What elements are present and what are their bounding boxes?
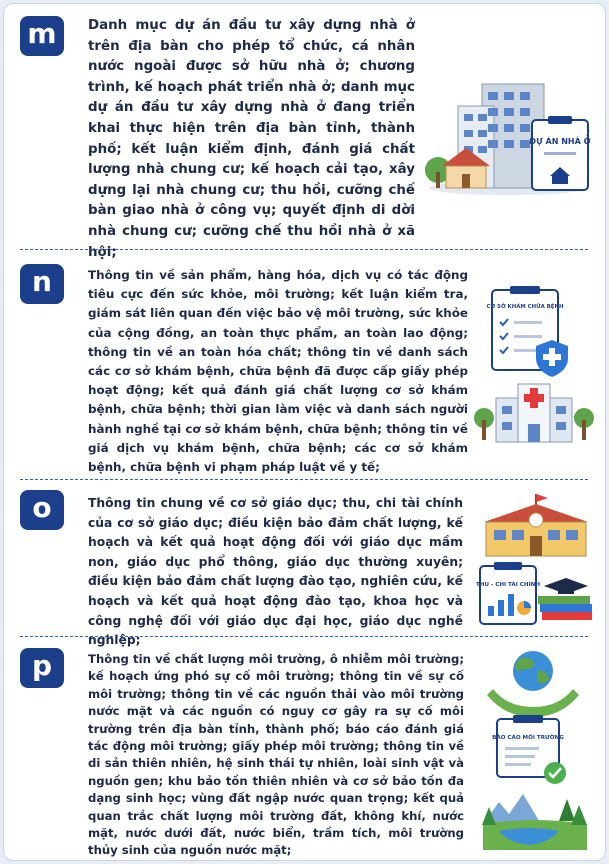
illustration-label: BÁO CÁO MÔI TRƯỜNG xyxy=(492,735,564,741)
illustration-label: THU - CHI TÀI CHÍNH xyxy=(475,582,541,588)
section-text: Thông tin về chất lượng môi trường, ô nhiễm môi trường; kế hoạch ứng phó sự cố môi trường; thông tin về sự cố môi trường; thông tin về các nguồn thải vào môi trường nước mặt và các nguồn có nguy cơ gây ra sự cố môi trường trên địa bàn tỉnh, thành phố; báo cáo đánh giá tác động môi trường; giấy phép môi trường; thông tin về di sản thiên nhiên, hệ sinh thái tự nhiên, loài sinh vật và nguồn gen; khu bảo tồn thiên nhiên và cơ sở bảo tồn đa dạng sinh học; vùng đất ngập nước quan trọng; kết quả quan trắc chất lượng môi trường đất, không khí, nước mặt, nước dưới đất, nước biển, trầm tích, môi trường thủy sinh của nguồn nước mặt; xyxy=(88,652,464,858)
apartment-buildings-icon xyxy=(424,66,594,196)
section-letter-badge: p xyxy=(20,648,64,688)
section-letter-badge: m xyxy=(20,16,64,56)
section-text: Thông tin về sản phẩm, hàng hóa, dịch vụ có tác động tiêu cực đến sức khỏe, môi trường; kết luận kiểm tra, giám sát liên quan đến việc bảo vệ môi trường, sức khỏe của cộng đồng, an toàn thực phẩm, an toàn lao động; thông tin về an toàn hóa chất; thông tin về danh sách các cơ sở khám bệnh, chữa bệnh đã được cấp giấy phép hoạt động; kết quả đánh giá chất lượng cơ sở khám bệnh, chữa bệnh; thời gian làm việc và danh sách người hành nghề tại cơ sở khám bệnh, chữa bệnh; thông tin về giá dịch vụ khám bệnh, chữa bệnh; các cơ sở khám bệnh, chữa bệnh vi phạm pháp luật về y tế; xyxy=(88,268,468,475)
section-text: Danh mục dự án đầu tư xây dựng nhà ở trên địa bàn cho phép tổ chức, cá nhân nước ngoài được sở hữu nhà ở; chương trình, kế hoạch phát triển nhà ở; danh mục dự án đầu tư xây dựng nhà ở đang triển khai thực hiện trên địa bàn tỉnh, thành phố; kết luận kiểm định, đánh giá chất lượng nhà chung cư; kế hoạch cải tạo, xây dựng lại nhà chung cư; thu hồi, cưỡng chế bàn giao nhà ở công vụ; quyết định di dời nhà chung cư; cưỡng chế thu hồi nhà ở xã hội; xyxy=(88,18,415,260)
info-card xyxy=(3,3,606,861)
section-divider xyxy=(20,249,588,250)
school-icon xyxy=(474,492,598,627)
section-p xyxy=(4,641,605,860)
section-letter-badge: n xyxy=(20,264,64,304)
illustration-label: DỰ ÁN NHÀ Ở xyxy=(529,137,591,146)
section-n xyxy=(4,254,605,477)
section-o xyxy=(4,484,605,648)
section-letter-badge: o xyxy=(20,490,64,530)
hospital-icon xyxy=(474,286,594,446)
section-text: Thông tin chung về cơ sở giáo dục; thu, chi tài chính của cơ sở giáo dục; điều kiện bảo đảm chất lượng, kế hoạch và kết quả hoạt động đối với giáo dục mầm non, giáo dục phổ thông, giáo dục thường xuyên; điều kiện bảo đảm chất lượng đào tạo, nghiên cứu, kế hoạch và kết quả hoạt động đào tạo, khoa học và công nghệ đối với giáo dục đại học, giáo dục nghề nghiệp; xyxy=(88,496,463,648)
globe-nature-icon xyxy=(479,649,594,854)
section-divider xyxy=(20,636,588,637)
section-divider xyxy=(20,479,588,480)
section-m xyxy=(4,4,605,260)
illustration-label: CƠ SỞ KHÁM CHỮA BỆNH xyxy=(486,304,564,310)
